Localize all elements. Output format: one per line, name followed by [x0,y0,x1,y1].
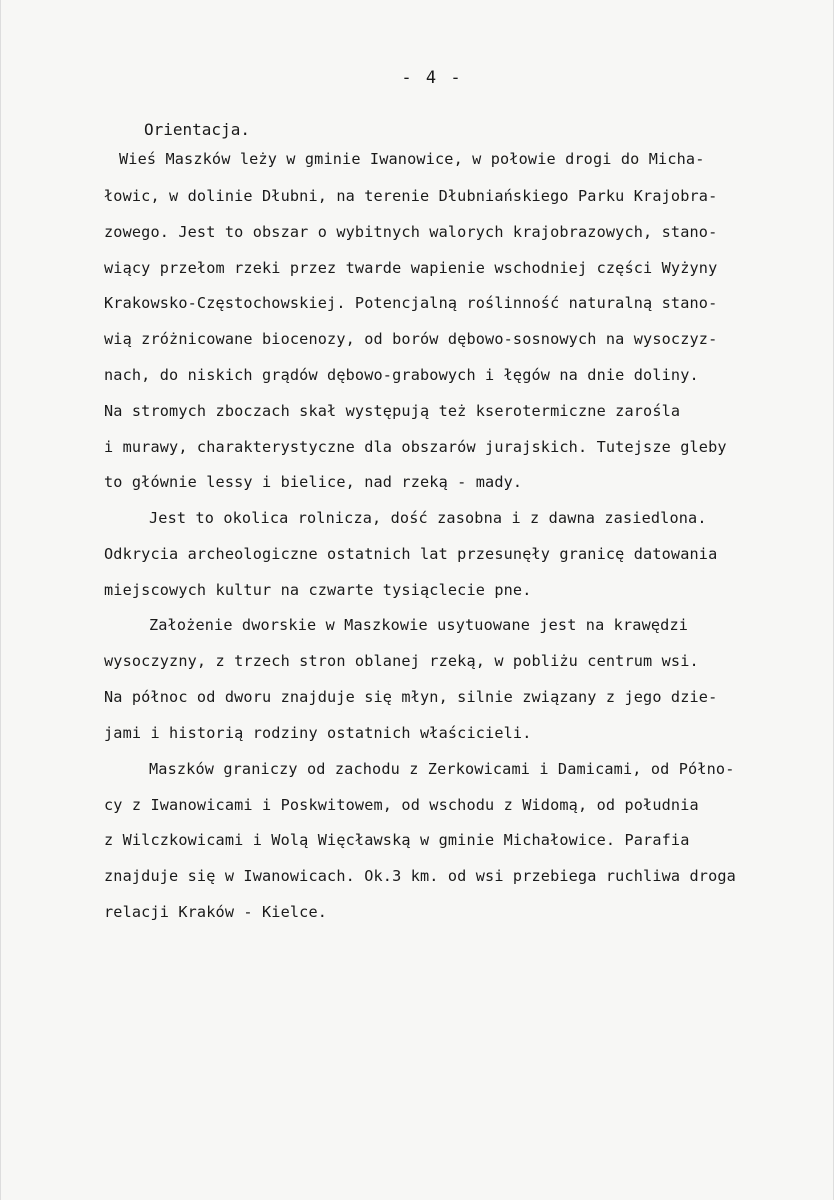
text-line: Wieś Maszków leży w gminie Iwanowice, w połowie drogi do Micha- [119,150,705,168]
page-number: - 4 - [401,68,463,88]
text-line: Odkrycia archeologiczne ostatnich lat przesunęły granicę datowania [104,545,718,563]
text-line: Maszków graniczy od zachodu z Zerkowicami i Damicami, od Półno- [149,760,735,778]
text-line: z Wilczkowicami i Wolą Więcławską w gminie Michałowice. Parafia [104,831,690,849]
text-line: Na północ od dworu znajduje się młyn, silnie związany z jego dzie- [104,688,718,706]
text-line: Jest to okolica rolnicza, dość zasobna i z dawna zasiedlona. [149,509,707,527]
text-line: łowic, w dolinie Dłubni, na terenie Dłubniańskiego Parku Krajobra- [104,187,718,205]
text-line: wysoczyzny, z trzech stron oblanej rzeką, w pobliżu centrum wsi. [104,652,699,670]
text-line: i murawy, charakterystyczne dla obszarów jurajskich. Tutejsze gleby [104,438,727,456]
text-line: jami i historią rodziny ostatnich właścicieli. [104,724,532,742]
text-line: to głównie lessy i bielice, nad rzeką - mady. [104,473,523,491]
text-line: Na stromych zboczach skał występują też kserotermiczne zarośla [104,402,681,420]
text-line: wiący przełom rzeki przez twarde wapienie wschodniej części Wyżyny [104,259,718,277]
text-line: Założenie dworskie w Maszkowie usytuowane jest na krawędzi [149,616,689,634]
text-line: znajduje się w Iwanowicach. Ok.3 km. od wsi przebiega ruchliwa droga [104,867,736,885]
text-line: cy z Iwanowicami i Poskwitowem, od wschodu z Widomą, od południa [104,796,699,814]
text-line: miejscowych kultur na czwarte tysiąclecie pne. [104,581,532,599]
text-line: nach, do niskich grądów dębowo-grabowych i łęgów na dnie doliny. [104,366,699,384]
text-line: wią zróżnicowane biocenozy, od borów dębowo-sosnowych na wysoczyz- [104,330,718,348]
text-line: zowego. Jest to obszar o wybitnych walorych krajobrazowych, stano- [104,223,718,241]
text-line: relacji Kraków - Kielce. [104,903,328,921]
section-heading: Orientacja. [144,120,250,139]
text-line: Krakowsko-Częstochowskiej. Potencjalną roślinność naturalną stano- [104,294,718,312]
